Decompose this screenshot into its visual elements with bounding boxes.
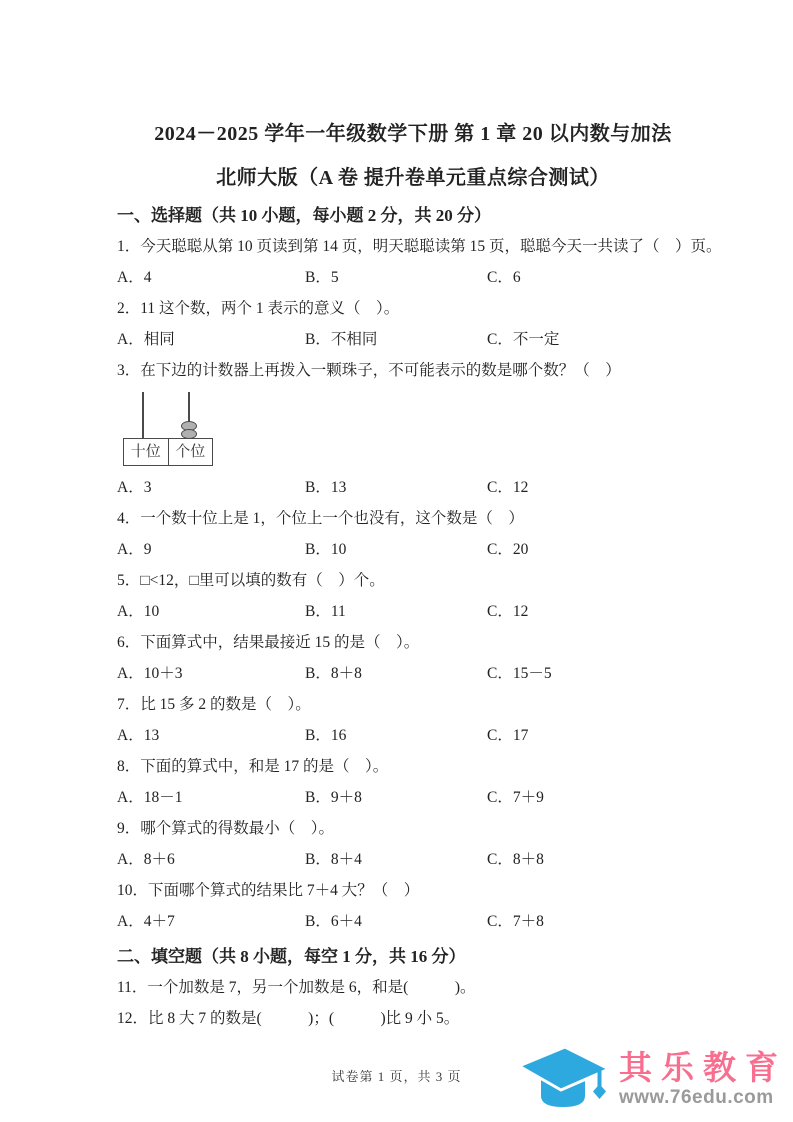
question-10-text: 10．下面哪个算式的结果比 7＋4 大？（ ） [117,882,420,899]
publisher-watermark [511,1042,787,1116]
question-09-option-a: A．8＋6 [117,851,175,868]
tens-rod [142,392,144,438]
question-04-options [117,534,709,565]
question-05-text: 5．□<12，□里可以填的数有（ ）个。 [117,572,385,589]
question-02-option-b: B．不相同 [305,331,378,348]
question-06-text: 6．下面算式中，结果最接近 15 的是（ ）。 [117,634,420,651]
publisher-text-block [619,1049,787,1109]
question-01-option-a: A．4 [117,269,152,286]
question-07-option-b: B．16 [305,727,347,744]
question-04-option-c: C．20 [487,541,529,558]
question-07-options [117,720,709,751]
question-01-options [117,262,709,293]
question-08-option-b: B．9＋8 [305,789,362,806]
question-02-option-c: C．不一定 [487,331,560,348]
section-1-heading: 一、选择题（共 10 小题，每小题 2 分，共 20 分） [117,206,491,225]
question-03-option-c: C．12 [487,479,529,496]
question-10-options [117,906,709,937]
question-08-option-c: C．7＋9 [487,789,544,806]
question-06-option-b: B．8＋8 [305,665,362,682]
section-2-heading: 二、填空题（共 8 小题，每空 1 分，共 16 分） [117,947,466,966]
question-09-text: 9．哪个算式的得数最小（ ）。 [117,820,335,837]
question-04-text: 4．一个数十位上是 1，个位上一个也没有，这个数是（ ） [117,510,524,527]
question-05-option-a: A．10 [117,603,160,620]
question-07-option-c: C．17 [487,727,529,744]
question-06-options [117,658,709,689]
question-03-options [117,472,709,503]
question-02-options [117,324,709,355]
paper-title-line-1: 2024－2025 学年一年级数学下册 第 1 章 20 以内数与加法 [154,123,672,145]
paper-title-line-2: 北师大版（A 卷 提升卷单元重点综合测试） [216,167,610,189]
question-03-option-a: A．3 [117,479,152,496]
question-02-text: 2．11 这个数，两个 1 表示的意义（ ）。 [117,300,400,317]
tens-place-label: 十位 [124,439,169,465]
publisher-website: www.76edu.com [619,1087,774,1108]
paper-content [117,0,722,1034]
question-10-option-b: B．6＋4 [305,913,362,930]
question-05-option-c: C．12 [487,603,529,620]
question-08-text: 8．下面的算式中，和是 17 的是（ ）。 [117,758,389,775]
question-01-text: 1．今天聪聪从第 10 页读到第 14 页，明天聪聪读第 15 页，聪聪今天一共读了（ ）页。 [117,238,722,255]
question-04-option-b: B．10 [305,541,347,558]
question-04-option-a: A．9 [117,541,152,558]
question-01-option-b: B．5 [305,269,339,286]
question-09-option-c: C．8＋8 [487,851,544,868]
question-06-option-c: C．15－5 [487,665,552,682]
question-06-option-a: A．10＋3 [117,665,183,682]
question-01-option-c: C．6 [487,269,521,286]
question-08-options [117,782,709,813]
question-05-option-b: B．11 [305,603,346,620]
question-02-option-a: A．相同 [117,331,175,348]
question-10-option-a: A．4＋7 [117,913,175,930]
ones-place-label: 个位 [175,444,206,460]
question-03-text: 3．在下边的计数器上再拨入一颗珠子，不可能表示的数是哪个数？（ ） [117,362,621,379]
counter-base-box [123,438,213,466]
question-07-text: 7．比 15 多 2 的数是（ ）。 [117,696,311,713]
place-value-counter-figure [117,386,417,472]
publisher-brand-name: 其乐教育 [619,1049,787,1086]
question-11-text: 11．一个加数是 7，另一个加数是 6，和是( )。 [117,979,476,996]
page-number-footer: 试卷第 1 页，共 3 页 [331,1069,462,1084]
question-08-option-a: A．18－1 [117,789,183,806]
question-05-options [117,596,709,627]
question-07-option-a: A．13 [117,727,160,744]
question-09-option-b: B．8＋4 [305,851,362,868]
question-03-option-b: B．13 [305,479,347,496]
question-12-text: 12．比 8 大 7 的数是( )；( )比 9 小 5。 [117,1010,460,1027]
graduation-cap-icon [511,1042,615,1116]
question-10-option-c: C．7＋8 [487,913,544,930]
question-09-options [117,844,709,875]
